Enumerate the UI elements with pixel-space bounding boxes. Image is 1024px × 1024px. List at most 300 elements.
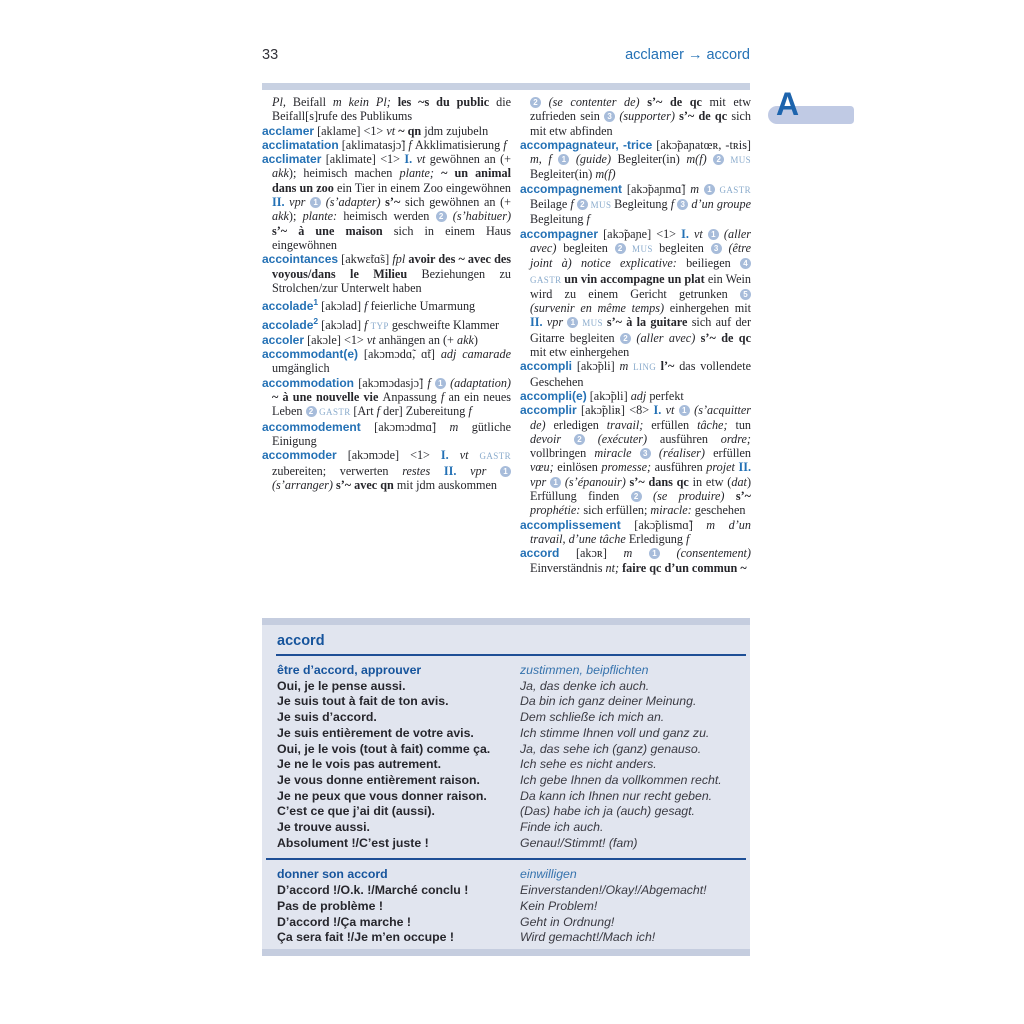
thumb-index-letter: A — [776, 86, 800, 122]
entry-text-segment: [akɔmɔdmɑ̃] — [360, 419, 450, 434]
entry-text-segment: umgänglich — [272, 361, 330, 376]
phrase-fr: Oui, je le pense aussi. — [277, 678, 406, 693]
phrase-de: Einverstanden!/Okay!/Abgemacht! — [520, 883, 707, 898]
dictionary-entry — [262, 333, 511, 347]
entry-text-segment: beiliegen — [686, 256, 740, 271]
section-header-fr: être d’accord, approuver — [277, 663, 422, 677]
entry-text-segment: [akɔ̃paɲatœʀ, -tʀis] — [652, 137, 751, 152]
entry-text-segment: tun — [735, 417, 752, 432]
entry-text-segment: accompagnateur, -trice — [520, 137, 653, 152]
entry-text-segment: s’~ de qc — [647, 95, 710, 109]
dictionary-entry — [262, 347, 511, 376]
section-header-row — [262, 867, 750, 883]
entry-text-segment: vt — [366, 332, 379, 347]
entry-text-segment: accommodant(e) — [262, 347, 359, 362]
entry-text-segment: s’~ de qc — [700, 330, 751, 345]
entry-text-segment: accompagner — [520, 226, 599, 241]
entry-text-segment: akk — [272, 209, 289, 224]
entry-text-segment: ) Erfüllung finden — [530, 474, 751, 504]
entry-text-segment: Pl, — [272, 95, 286, 109]
entry-text-segment: f — [376, 404, 384, 419]
entry-text-segment: accomplir — [520, 403, 577, 418]
box-bottom-strip — [262, 949, 750, 956]
entry-text-segment: (aller avec) — [631, 330, 701, 345]
phrase-row — [262, 930, 750, 946]
entry-text-segment: s’~ à la guitare — [606, 315, 692, 330]
dictionary-entry — [262, 314, 511, 333]
sense-number-badge: 5 — [740, 289, 751, 300]
section-header-row — [262, 663, 750, 679]
entry-text-segment: plante; — [399, 166, 442, 181]
entry-text-segment: dat — [731, 474, 747, 489]
entry-text-segment: accompli(e) — [520, 388, 587, 403]
entry-text-segment: erfüllen — [713, 446, 751, 461]
entry-text-segment: acclimater — [262, 152, 322, 167]
phrase-fr: D’accord !/O.k. !/Marché conclu ! — [277, 883, 469, 898]
dictionary-entry — [520, 138, 751, 182]
entry-text-segment: vt — [661, 403, 679, 418]
phrase-row — [262, 757, 750, 773]
entry-text-segment: perfekt — [649, 388, 684, 403]
entry-text-segment: ~ à une nouvelle vie — [272, 390, 383, 405]
entry-text-segment: f — [503, 137, 507, 152]
entry-text-segment: Beilage — [530, 197, 571, 212]
entry-text-segment: un vin accompagne un plat — [564, 271, 708, 286]
entry-text-segment: sich in einem Haus eingewöhnen — [272, 223, 511, 252]
sense-number-badge: 2 — [620, 333, 631, 344]
entry-text-segment: [akɔle] <1> — [304, 332, 367, 347]
entry-text-segment: (survenir en même temps) — [530, 301, 670, 316]
entry-text-segment: accommodation — [262, 375, 355, 390]
entry-text-segment: an ein neues Leben — [272, 390, 511, 419]
phrase-fr: Oui, je le vois (tout à fait) comme ça. — [277, 741, 491, 756]
phrase-de: Ich sehe es nicht anders. — [520, 757, 657, 772]
phrase-row — [262, 694, 750, 710]
entry-text-segment: mit etw zufrieden sein — [530, 95, 751, 124]
entry-text-segment: [aklimatasjɔ̃] — [338, 137, 409, 152]
entry-text-segment: MUS — [724, 155, 752, 166]
entry-text-segment: (supporter) — [615, 109, 680, 124]
dictionary-entry — [520, 546, 751, 575]
entry-text-segment: mit jdm auskommen — [396, 477, 498, 492]
entry-text-segment: f — [440, 390, 449, 405]
sense-number-badge: 1 — [558, 154, 569, 165]
sense-number-badge: 3 — [711, 243, 722, 254]
sense-number-badge: 1 — [704, 184, 715, 195]
dictionary-entry — [262, 252, 511, 295]
entry-text-segment: restes — [402, 463, 444, 478]
dictionary-entry — [262, 448, 511, 492]
entry-text-segment: prophétie: — [530, 503, 584, 518]
phrase-fr: Absolument !/C’est juste ! — [277, 835, 429, 850]
entry-text-segment: (se contenter de) — [541, 95, 648, 109]
entry-text-segment: ein Wein wird zu einem Gericht getrunken — [530, 271, 752, 301]
entry-text-segment: m, f — [530, 152, 559, 167]
entry-text-segment: accompagnement — [520, 181, 623, 196]
entry-text-segment: Begleiter(in) — [530, 167, 596, 182]
entry-text-segment: (se produire) — [641, 489, 736, 504]
entry-text-segment: ausführen — [659, 431, 721, 446]
entry-text-segment: (consentement) — [659, 546, 751, 561]
box-title-rule — [276, 654, 746, 656]
entry-text-segment: Akklimatisierung — [414, 137, 504, 152]
dictionary-entry — [520, 389, 751, 403]
entry-text-segment: akk — [272, 166, 289, 181]
dictionary-entry — [520, 359, 751, 389]
entry-text-segment: s’~ — [735, 489, 751, 504]
entry-text-segment: m — [690, 181, 704, 196]
entry-text-segment: acclamer — [262, 123, 315, 138]
entry-text-segment: GASTR — [530, 274, 565, 285]
entry-text-segment: vt — [386, 123, 399, 138]
entry-text-segment: [akɔ̃pli] — [586, 388, 631, 403]
entry-text-segment: GASTR — [479, 451, 511, 462]
entry-text-segment: Begleitung — [614, 197, 671, 212]
entry-text-segment: LING — [633, 362, 661, 373]
box-title: accord — [277, 633, 325, 649]
entry-text-segment: feierliche Umarmung — [370, 299, 476, 314]
phrase-de: Da bin ich ganz deiner Meinung. — [520, 694, 697, 709]
entry-text-segment: acclimatation — [262, 137, 339, 152]
phrase-fr: Ça sera fait !/Je m’en occupe ! — [277, 930, 455, 945]
phrase-fr: C’est ce que j’ai dit (aussi). — [277, 804, 435, 819]
dictionary-entry — [262, 376, 511, 420]
phrase-fr: Je ne peux que vous donner raison. — [277, 788, 487, 803]
phrase-row — [262, 679, 750, 695]
entry-text-segment: miracle — [594, 446, 640, 461]
entry-text-segment: [akɔmɔde] <1> — [336, 448, 441, 463]
entry-text-segment: m — [619, 359, 634, 374]
sense-number-badge: 2 — [713, 154, 724, 165]
entry-text-segment: [akɔmɔdɑ̃, ɑ̃t] — [358, 347, 441, 362]
entry-text-segment: Erledigung — [628, 531, 687, 546]
phrase-row — [262, 899, 750, 915]
sense-number-badge: 2 — [574, 434, 585, 445]
entry-text-segment: I. — [681, 226, 689, 241]
section-divider — [266, 858, 746, 860]
entry-text-segment: vpr — [456, 463, 500, 478]
section-header-fr: donner son accord — [277, 867, 388, 882]
entry-text-segment: vœu; — [530, 460, 558, 475]
dictionary-column-right — [520, 95, 751, 575]
entry-text-segment: vollbringen — [530, 446, 595, 461]
entry-text-segment: nt; — [605, 560, 623, 575]
entry-text-segment: [akɔʀ] — [559, 546, 624, 561]
entry-text-segment: accommoder — [262, 448, 337, 463]
dictionary-entry — [262, 124, 511, 138]
entry-text-segment: mit etw einhergehen — [530, 345, 630, 360]
sense-number-badge: 1 — [567, 317, 578, 328]
entry-text-segment: [akwɛ̃tɑ̃s] — [338, 252, 393, 267]
entry-text-segment: f — [586, 212, 590, 227]
entry-text-segment: ~ qn — [398, 123, 425, 138]
entry-text-segment: vt — [412, 152, 430, 167]
entry-text-segment: I. — [440, 448, 449, 463]
entry-text-segment: I. — [404, 152, 413, 167]
entry-text-segment: accointances — [262, 252, 339, 267]
entry-text-segment: [akɔlad] — [318, 317, 365, 332]
phrase-row — [262, 804, 750, 820]
entry-text-segment: der] Zubereitung — [383, 404, 469, 419]
entry-text-segment: II. — [530, 315, 543, 330]
section-header-de: zustimmen, beipflichten — [520, 663, 649, 677]
entry-text-segment: avoir des ~ avec des voyous/dans le Milieu — [272, 252, 512, 281]
sense-number-badge: 3 — [640, 448, 651, 459]
entry-text-segment: Begleitung — [530, 212, 587, 227]
entry-text-segment: [akɔlad] — [318, 299, 365, 314]
phrase-de: Finde ich auch. — [520, 820, 604, 835]
entry-text-segment: Beziehungen zu Strolchen/zur Unterwelt haben — [272, 266, 511, 295]
phrase-fr: Je ne le vois pas autrement. — [277, 757, 442, 772]
entry-text-segment: MUS — [578, 318, 607, 329]
phrase-de: Genau!/Stimmt! (fam) — [520, 835, 638, 850]
entry-text-segment: m(f) — [686, 152, 714, 167]
entry-text-segment: accommodement — [262, 419, 361, 434]
entry-text-segment: ordre; — [720, 431, 751, 446]
entry-text-segment: (réaliser) — [650, 446, 714, 461]
page-number: 33 — [262, 47, 279, 63]
entry-text-segment: vpr — [284, 195, 311, 210]
entry-text-segment: heimisch werden — [343, 209, 436, 224]
entry-text-segment: (adaptation) — [445, 375, 511, 390]
entry-text-segment: einlösen — [557, 460, 602, 475]
phrase-de: Kein Problem! — [520, 898, 598, 913]
entry-text-segment: erfüllen — [651, 417, 698, 432]
entry-text-segment: plante: — [302, 209, 344, 224]
phrase-row — [262, 773, 750, 789]
entry-text-segment: begleiten — [563, 240, 615, 255]
phrase-de: Dem schließe ich mich an. — [520, 710, 665, 725]
entry-text-segment: sich auf der Gitarre begleiten — [530, 315, 751, 345]
entry-text-segment: geschweifte Klammer — [388, 317, 500, 332]
entry-text-segment: adj — [630, 388, 650, 403]
entry-text-segment: Beifall — [285, 95, 333, 109]
entry-text-segment: [akɔ̃paɲmɑ̃] — [622, 181, 691, 196]
entry-text-segment: vt — [448, 448, 480, 463]
entry-text-segment: in etw ( — [692, 474, 732, 489]
dictionary-entry — [520, 182, 751, 227]
entry-text-segment: 2 — [313, 315, 319, 326]
phrase-de: Ich stimme Ihnen voll und ganz zu. — [520, 725, 710, 740]
header-guide-words: acclamer → accord — [625, 47, 750, 63]
entry-text-segment: (aller avec) — [530, 226, 752, 255]
sense-number-badge: 2 — [530, 97, 541, 108]
dictionary-entry — [262, 295, 511, 313]
dictionary-entry — [262, 95, 511, 124]
entry-text-segment: GASTR — [715, 184, 751, 195]
entry-text-segment: tâche; — [697, 417, 736, 432]
phrase-row — [262, 789, 750, 805]
entry-text-segment: s’~ de qc — [679, 109, 732, 124]
phrase-row — [262, 915, 750, 931]
entry-text-segment: [akɔ̃plismɑ̃] — [620, 517, 707, 532]
entry-text-segment: (exécuter) — [584, 431, 660, 446]
box-top-strip — [262, 618, 750, 625]
entry-text-segment: [aklame] <1> — [314, 123, 387, 138]
entry-text-segment: Anpassung — [382, 390, 441, 405]
phrase-fr: D’accord !/Ça marche ! — [277, 914, 411, 929]
sense-number-badge: 1 — [310, 197, 321, 208]
entry-text-segment: II. — [738, 460, 751, 475]
dictionary-entry — [262, 152, 511, 252]
sense-number-badge: 2 — [306, 406, 317, 417]
entry-text-segment: ~ un animal dans un zoo — [272, 166, 511, 195]
entry-text-segment: fpl — [392, 252, 409, 267]
dictionary-entry — [262, 420, 511, 449]
phrase-fr: Je suis entièrement de votre avis. — [277, 725, 474, 740]
phrase-fr: Je suis d’accord. — [277, 710, 377, 725]
entry-text-segment: adj camarade — [440, 347, 512, 362]
entry-text-segment: 1 — [313, 297, 319, 308]
phrase-de: Wird gemacht!/Mach ich! — [520, 930, 656, 945]
entry-text-segment: die Beifall[s]rufe des Publikums — [272, 95, 511, 124]
entry-text-segment: s’~ — [385, 195, 405, 210]
header-divider-bar — [262, 83, 750, 90]
entry-text-segment: erledigen — [553, 417, 607, 432]
entry-text-segment: f — [364, 317, 371, 332]
entry-text-segment: das vollendete Geschehen — [530, 359, 751, 389]
entry-text-segment: vpr — [542, 315, 568, 330]
entry-text-segment: akk — [456, 332, 474, 347]
sense-number-badge: 1 — [500, 466, 511, 477]
phrase-de: Ich gebe Ihnen da vollkommen recht. — [520, 772, 722, 787]
entry-text-segment: d’un groupe — [688, 197, 751, 212]
entry-text-segment: l’~ — [660, 359, 680, 374]
entry-text-segment: s’~ à une maison — [272, 223, 394, 238]
sense-number-badge: 3 — [677, 199, 688, 210]
dictionary-entry — [520, 403, 751, 517]
entry-text-segment: I. — [653, 403, 662, 418]
entry-text-segment: f — [686, 531, 690, 546]
entry-text-segment: MUS — [625, 243, 660, 254]
entry-text-segment: (s’adapter) — [321, 195, 386, 210]
entry-text-segment: [akɔmɔdasjɔ̃] — [354, 375, 428, 390]
phrase-row — [262, 742, 750, 758]
entry-text-segment: accomplissement — [520, 517, 621, 532]
entry-text-segment: f — [468, 404, 472, 419]
box-sections — [262, 663, 750, 946]
entry-text-segment: f — [570, 197, 577, 212]
phrase-row — [262, 710, 750, 726]
phrase-row — [262, 883, 750, 899]
entry-text-segment: [Art — [353, 404, 377, 419]
entry-text-segment: ); — [288, 209, 303, 224]
entry-text-segment: m(f) — [595, 167, 616, 182]
entry-text-segment: GASTR — [316, 407, 354, 418]
entry-text-segment: (s’habituer) — [446, 209, 512, 224]
entry-text-segment: ) — [473, 332, 478, 347]
entry-text-segment: II. — [443, 463, 457, 478]
phrase-fr: Je vous donne entièrement raison. — [277, 772, 480, 787]
dictionary-entry — [520, 95, 751, 138]
entry-text-segment: [akɔ̃paɲe] <1> — [598, 226, 682, 241]
entry-text-segment: accord — [520, 546, 560, 561]
entry-text-segment: miracle: — [650, 503, 695, 518]
sense-number-badge: 2 — [615, 243, 626, 254]
entry-text-segment: f — [670, 197, 678, 212]
sense-number-badge: 1 — [679, 405, 690, 416]
entry-text-segment: accolade — [262, 299, 314, 314]
sense-number-badge: 3 — [604, 111, 615, 122]
entry-text-segment: Einverständnis — [530, 560, 606, 575]
sense-number-badge: 2 — [436, 211, 447, 222]
entry-text-segment: ein Tier in einem Zoo eingewöhnen — [336, 180, 511, 195]
entry-text-segment: accompli — [520, 359, 573, 374]
entry-text-segment: [akɔ̃pli] — [572, 359, 620, 374]
phrase-de: Ja, das denke ich auch. — [520, 678, 650, 693]
sense-number-badge: 1 — [708, 229, 719, 240]
entry-text-segment: (s’épanouir) — [561, 474, 630, 489]
phrase-fr: Je trouve aussi. — [277, 820, 370, 835]
entry-text-segment: TYP — [370, 320, 389, 331]
entry-text-segment: zubereiten; verwerten — [272, 463, 403, 478]
phrase-de: (Das) habe ich ja (auch) gesagt. — [520, 804, 695, 819]
entry-text-segment: f — [427, 375, 435, 390]
sense-number-badge: 2 — [577, 199, 588, 210]
phrase-row — [262, 836, 750, 852]
entry-text-segment: (s’acquitter de) — [530, 403, 751, 432]
entry-text-segment: accolade — [262, 317, 314, 332]
entry-text-segment: gewöhnen an (+ — [429, 152, 512, 167]
phrase-fr: Pas de problème ! — [277, 898, 383, 913]
phrase-row — [262, 726, 750, 742]
entry-text-segment: sich erfüllen; — [583, 503, 651, 518]
entry-text-segment: ausführen — [654, 460, 707, 475]
phrase-de: Ja, das sehe ich (ganz) genauso. — [520, 741, 702, 756]
entry-text-segment: promesse; — [601, 460, 655, 475]
entry-text-segment: vt — [688, 226, 708, 241]
entry-text-segment: (être joint à) notice explicative: — [530, 240, 751, 271]
entry-text-segment: anhängen an (+ — [378, 332, 457, 347]
entry-text-segment: sich gewöhnen an (+ — [404, 195, 512, 210]
entry-text-segment: jdm zujubeln — [424, 123, 489, 138]
entry-text-segment: devoir — [530, 431, 574, 446]
entry-text-segment: m — [623, 546, 649, 561]
entry-text-segment: les ~s du public — [390, 95, 497, 109]
sense-number-badge: 1 — [550, 477, 561, 488]
entry-text-segment: einhergehen mit — [669, 301, 751, 316]
entry-text-segment: II. — [272, 195, 285, 210]
entry-text-segment: m d’un travail, d’une tâche — [530, 517, 751, 546]
entry-text-segment: [akɔ̃pliʀ] <8> — [576, 403, 654, 418]
entry-text-segment: begleiten — [659, 240, 711, 255]
entry-text-segment: (s’arranger) — [272, 477, 336, 492]
phrase-de: Da kann ich Ihnen nur recht geben. — [520, 788, 713, 803]
entry-text-segment: geschehen — [694, 503, 746, 518]
entry-text-segment: ); heimisch machen — [288, 166, 400, 181]
dictionary-column-left — [262, 95, 511, 492]
sense-number-badge: 2 — [631, 491, 642, 502]
entry-text-segment: [aklimate] <1> — [321, 152, 405, 167]
sense-number-badge: 1 — [435, 378, 446, 389]
entry-text-segment: faire qc d’un commun ~ — [622, 560, 747, 575]
phrase-de: Geht in Ordnung! — [520, 914, 615, 929]
entry-text-segment: m — [449, 419, 472, 434]
dictionary-entry — [262, 138, 511, 152]
entry-text-segment: vpr — [530, 474, 551, 489]
entry-text-segment: f — [364, 299, 371, 314]
entry-text-segment: gütliche Einigung — [272, 419, 511, 448]
sense-number-badge: 4 — [740, 258, 751, 269]
entry-text-segment: (guide) — [569, 152, 618, 167]
phrase-row — [262, 820, 750, 836]
entry-text-segment: sich mit etw abfinden — [530, 109, 751, 138]
entry-text-segment: f — [408, 137, 415, 152]
entry-text-segment: MUS — [587, 200, 615, 211]
entry-text-segment: s’~ avec qn — [335, 477, 397, 492]
entry-text-segment: m kein Pl; — [332, 95, 391, 109]
entry-text-segment: projet — [706, 460, 739, 475]
